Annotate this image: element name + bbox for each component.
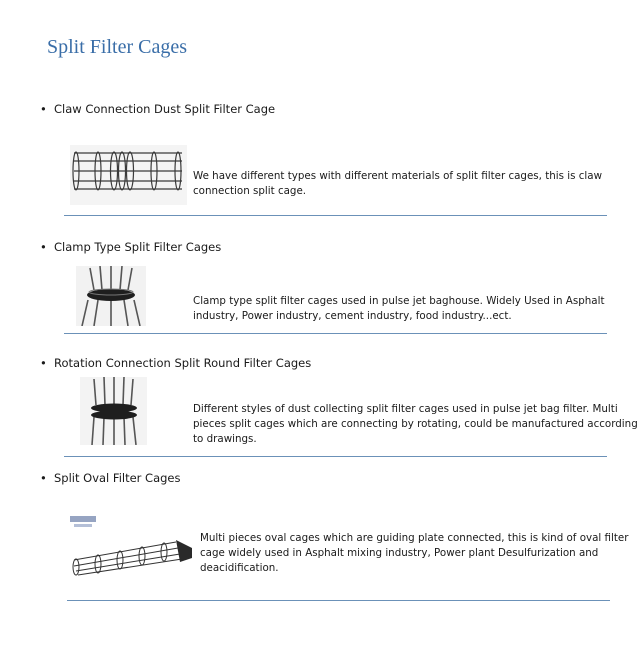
section-divider xyxy=(64,333,607,334)
description-line: connection split cage. xyxy=(193,185,307,197)
horizontal-cage-photo-icon xyxy=(70,145,187,205)
description-line: cage widely used in Asphalt mixing industry, Power plant Desulfurization and xyxy=(200,547,599,559)
description-line: deacidification. xyxy=(200,562,279,574)
page-title: Split Filter Cages xyxy=(47,36,187,58)
description-line: Different styles of dust collecting split filter cages used in pulse jet bag filter. Multi xyxy=(193,403,618,415)
section-divider xyxy=(64,456,607,457)
section-description-clamp xyxy=(193,294,605,324)
section-heading-text: Claw Connection Dust Split Filter Cage xyxy=(54,102,276,116)
section-divider xyxy=(67,600,610,601)
section-heading-rotation xyxy=(40,356,311,370)
description-line: to drawings. xyxy=(193,433,257,445)
section-heading-claw xyxy=(40,102,275,116)
section-heading-text: Clamp Type Split Filter Cages xyxy=(54,240,222,254)
section-description-rotation xyxy=(193,402,638,447)
clamp-cage-photo-icon xyxy=(76,266,146,326)
rotation-cage-photo-icon xyxy=(80,377,147,445)
description-line: industry, Power industry, cement industry, food industry...ect. xyxy=(193,310,512,322)
section-heading-text: Rotation Connection Split Round Filter Cages xyxy=(54,356,312,370)
description-line: Clamp type split filter cages used in pulse jet baghouse. Widely Used in Asphalt xyxy=(193,295,605,307)
section-description-oval xyxy=(200,531,629,576)
bullet-icon: • xyxy=(40,471,47,485)
description-line: We have different types with different materials of split filter cages, this is claw xyxy=(193,170,603,182)
section-heading-oval xyxy=(40,471,181,485)
description-line: Multi pieces oval cages which are guiding plate connected, this is kind of oval filter xyxy=(200,532,629,544)
section-description-claw xyxy=(193,169,602,199)
section-heading-text: Split Oval Filter Cages xyxy=(54,471,181,485)
bullet-icon: • xyxy=(40,240,47,254)
bullet-icon: • xyxy=(40,356,47,370)
description-line: pieces split cages which are connecting by rotating, could be manufactured according xyxy=(193,418,638,430)
bullet-icon: • xyxy=(40,102,47,116)
section-divider xyxy=(64,215,607,216)
oval-cage-photo-icon xyxy=(68,514,196,586)
section-heading-clamp xyxy=(40,240,221,254)
